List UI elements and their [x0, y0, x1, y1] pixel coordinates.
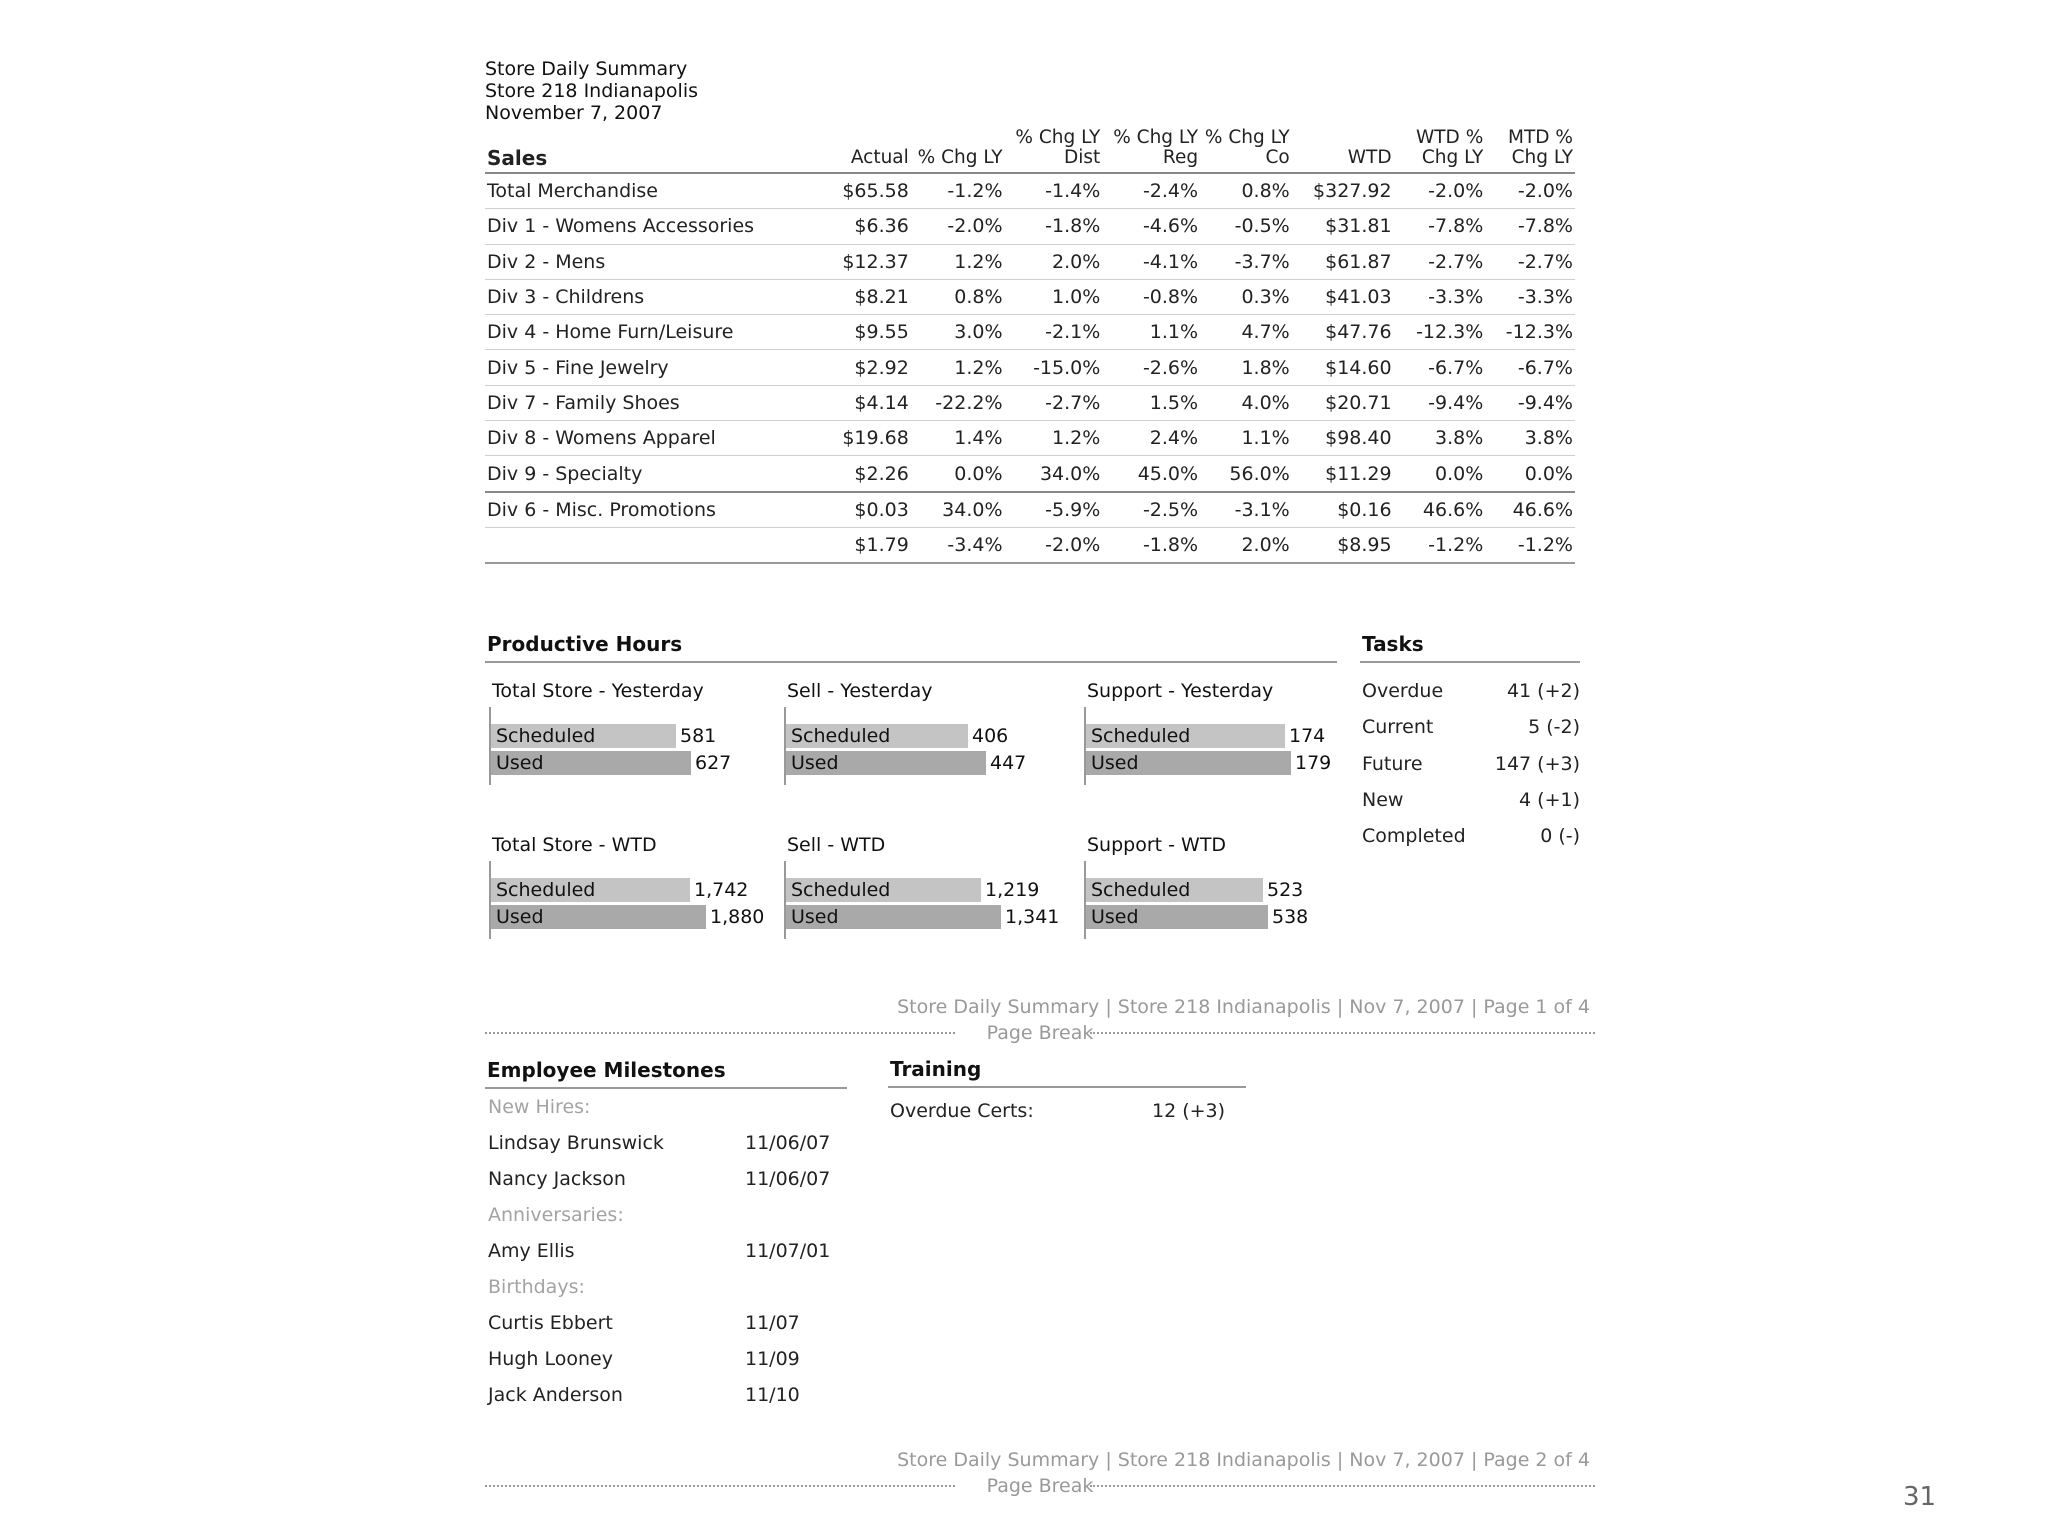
employee-date: 11/10 — [745, 1384, 800, 1406]
store-name: Store 218 Indianapolis — [485, 80, 699, 102]
report-date: November 7, 2007 — [485, 102, 663, 124]
milestones-title: Employee Milestones — [487, 1058, 726, 1082]
table-cell: -1.2% — [1394, 527, 1486, 563]
slide-number: 31 — [1903, 1482, 1937, 1512]
table-cell: -6.7% — [1485, 350, 1575, 385]
sales-table — [485, 128, 1575, 564]
table-cell: -6.7% — [1394, 350, 1486, 385]
row-label — [485, 527, 821, 563]
table-cell: -3.3% — [1394, 279, 1486, 314]
table-cell: $327.92 — [1292, 173, 1394, 209]
table-cell: $20.71 — [1292, 385, 1394, 420]
scheduled-value: 1,219 — [985, 879, 1040, 901]
table-cell: -2.6% — [1102, 350, 1200, 385]
row-label: Div 1 - Womens Accessories — [485, 209, 821, 244]
productive-hours-rule — [485, 661, 1337, 663]
birthday-item — [488, 1348, 848, 1378]
task-row — [1362, 680, 1580, 716]
table-cell: -7.8% — [1394, 209, 1486, 244]
scheduled-label: Scheduled — [496, 725, 596, 747]
scheduled-label: Scheduled — [791, 725, 891, 747]
table-cell: -2.0% — [1485, 173, 1575, 209]
row-label: Div 2 - Mens — [485, 244, 821, 279]
page-break-2 — [485, 1474, 1595, 1498]
task-label: Overdue — [1362, 680, 1444, 702]
hours-chart-title: Support - Yesterday — [1087, 680, 1274, 702]
table-row — [485, 209, 1575, 244]
table-cell: $98.40 — [1292, 421, 1394, 456]
table-cell: $47.76 — [1292, 315, 1394, 350]
page-break-label: Page Break — [986, 1475, 1094, 1497]
employee-date: 11/06/07 — [745, 1168, 831, 1190]
table-cell: 1.8% — [1200, 350, 1292, 385]
table-cell: $8.95 — [1292, 527, 1394, 563]
table-cell: $2.92 — [821, 350, 911, 385]
table-cell: 1.2% — [911, 244, 1005, 279]
hours-chart-title: Total Store - Yesterday — [492, 680, 704, 702]
used-label: Used — [791, 906, 839, 928]
table-cell: -5.9% — [1005, 492, 1103, 528]
used-label: Used — [1091, 906, 1139, 928]
productive-hours-title: Productive Hours — [487, 632, 683, 656]
table-cell: 0.3% — [1200, 279, 1292, 314]
table-cell: -7.8% — [1485, 209, 1575, 244]
birthday-item — [488, 1312, 848, 1342]
table-cell: 1.2% — [911, 350, 1005, 385]
table-cell: $11.29 — [1292, 456, 1394, 492]
table-cell: -9.4% — [1394, 385, 1486, 420]
table-cell: 1.5% — [1102, 385, 1200, 420]
employee-date: 11/07 — [745, 1312, 800, 1334]
used-value: 538 — [1272, 906, 1309, 928]
table-row — [485, 350, 1575, 385]
task-label: New — [1362, 788, 1404, 811]
employee-date: 11/09 — [745, 1348, 800, 1370]
table-cell: -2.1% — [1005, 315, 1103, 350]
used-label: Used — [1091, 752, 1139, 774]
employee-name: Curtis Ebbert — [488, 1312, 613, 1334]
col-header-actual: Actual — [821, 128, 911, 173]
table-cell: $4.14 — [821, 385, 911, 420]
table-cell: -2.0% — [1394, 173, 1486, 209]
table-cell: -2.0% — [1005, 527, 1103, 563]
table-cell: 46.6% — [1485, 492, 1575, 528]
table-cell: 4.0% — [1200, 385, 1292, 420]
col-header-mtd-chg-ly: MTD % Chg LY — [1485, 128, 1575, 173]
table-cell: 0.8% — [911, 279, 1005, 314]
page-break-label: Page Break — [986, 1022, 1094, 1044]
training-rule — [888, 1086, 1246, 1088]
task-row — [1362, 716, 1580, 752]
table-cell: 1.0% — [1005, 279, 1103, 314]
used-label: Used — [496, 752, 544, 774]
table-cell: 0.8% — [1200, 173, 1292, 209]
table-cell: $65.58 — [821, 173, 911, 209]
employee-name: Jack Anderson — [488, 1384, 623, 1406]
used-value: 447 — [990, 752, 1027, 774]
hours-chart-title: Sell - WTD — [787, 834, 886, 856]
task-value: 41 (+2) — [1506, 680, 1580, 702]
table-cell: 34.0% — [911, 492, 1005, 528]
row-label: Div 9 - Specialty — [485, 456, 821, 492]
table-cell: -22.2% — [911, 385, 1005, 420]
page-footer-1: Store Daily Summary | Store 218 Indianapolis | Nov 7, 2007 | Page 1 of 4 — [897, 996, 1590, 1018]
table-cell: -2.5% — [1102, 492, 1200, 528]
table-row — [485, 492, 1575, 528]
page-break-1 — [485, 1021, 1595, 1045]
table-cell: -1.4% — [1005, 173, 1103, 209]
task-label: Completed — [1362, 825, 1466, 848]
table-cell: 3.8% — [1394, 421, 1486, 456]
used-value: 1,880 — [710, 906, 765, 928]
scheduled-value: 1,742 — [694, 879, 749, 901]
table-cell: -1.2% — [911, 173, 1005, 209]
employee-date: 11/07/01 — [745, 1240, 831, 1262]
col-header-sales: Sales — [485, 128, 821, 173]
table-cell: 3.8% — [1485, 421, 1575, 456]
sales-header-row — [485, 128, 1575, 173]
table-cell: -0.5% — [1200, 209, 1292, 244]
used-value: 179 — [1295, 752, 1332, 774]
table-cell: 45.0% — [1102, 456, 1200, 492]
scheduled-value: 174 — [1289, 725, 1326, 747]
table-cell: 1.1% — [1102, 315, 1200, 350]
table-cell: -15.0% — [1005, 350, 1103, 385]
table-cell: 4.7% — [1200, 315, 1292, 350]
table-cell: $6.36 — [821, 209, 911, 244]
table-row — [485, 315, 1575, 350]
new-hires-label: New Hires: — [488, 1096, 591, 1118]
hours-chart-title: Support - WTD — [1087, 834, 1227, 856]
table-cell: 46.6% — [1394, 492, 1486, 528]
task-row — [1362, 825, 1580, 861]
hours-chart-title: Sell - Yesterday — [787, 680, 933, 702]
scheduled-value: 406 — [972, 725, 1009, 747]
task-row — [1362, 789, 1580, 825]
table-cell: -3.7% — [1200, 244, 1292, 279]
table-cell: $19.68 — [821, 421, 911, 456]
table-cell: -4.6% — [1102, 209, 1200, 244]
birthdays-label: Birthdays: — [488, 1276, 585, 1298]
task-value: 0 (-) — [1540, 825, 1580, 848]
table-cell: 56.0% — [1200, 456, 1292, 492]
table-cell: -3.4% — [911, 527, 1005, 563]
table-cell: -3.3% — [1485, 279, 1575, 314]
used-label: Used — [791, 752, 839, 774]
task-label: Future — [1362, 752, 1423, 775]
table-cell: $31.81 — [1292, 209, 1394, 244]
table-row — [485, 385, 1575, 420]
employee-name: Hugh Looney — [488, 1348, 613, 1370]
table-row — [485, 279, 1575, 314]
table-cell: -1.2% — [1485, 527, 1575, 563]
col-header-chg-ly-co: % Chg LY Co — [1200, 128, 1292, 173]
tasks-title: Tasks — [1362, 632, 1424, 656]
table-cell: 1.2% — [1005, 421, 1103, 456]
table-cell: -2.7% — [1005, 385, 1103, 420]
employee-date: 11/06/07 — [745, 1132, 831, 1154]
milestones-rule — [485, 1087, 847, 1089]
anniversaries-label: Anniversaries: — [488, 1204, 624, 1226]
used-value: 1,341 — [1005, 906, 1060, 928]
training-title: Training — [890, 1057, 982, 1081]
table-row — [485, 527, 1575, 563]
table-cell: 3.0% — [911, 315, 1005, 350]
table-row — [485, 456, 1575, 492]
table-cell: -1.8% — [1102, 527, 1200, 563]
new-hire-item — [488, 1132, 848, 1162]
table-cell: 0.0% — [911, 456, 1005, 492]
table-cell: $0.16 — [1292, 492, 1394, 528]
table-cell: -4.1% — [1102, 244, 1200, 279]
used-value: 627 — [695, 752, 732, 774]
task-row — [1362, 753, 1580, 789]
task-label: Current — [1362, 716, 1434, 739]
table-cell: -3.1% — [1200, 492, 1292, 528]
page-footer-2: Store Daily Summary | Store 218 Indianapolis | Nov 7, 2007 | Page 2 of 4 — [897, 1449, 1590, 1471]
table-cell: $2.26 — [821, 456, 911, 492]
table-cell: 1.1% — [1200, 421, 1292, 456]
col-header-chg-ly-reg: % Chg LY Reg — [1102, 128, 1200, 173]
table-cell: $1.79 — [821, 527, 911, 563]
table-cell: -12.3% — [1394, 315, 1486, 350]
used-label: Used — [496, 906, 544, 928]
table-cell: -9.4% — [1485, 385, 1575, 420]
table-cell: 2.0% — [1200, 527, 1292, 563]
employee-name: Amy Ellis — [488, 1240, 575, 1262]
table-cell: 0.0% — [1394, 456, 1486, 492]
new-hire-item — [488, 1168, 848, 1198]
table-cell: -0.8% — [1102, 279, 1200, 314]
row-label: Div 5 - Fine Jewelry — [485, 350, 821, 385]
table-cell: $61.87 — [1292, 244, 1394, 279]
table-cell: $9.55 — [821, 315, 911, 350]
scheduled-value: 523 — [1267, 879, 1304, 901]
table-cell: $41.03 — [1292, 279, 1394, 314]
col-header-chg-ly: % Chg LY — [911, 128, 1005, 173]
col-header-wtd-chg-ly: WTD % Chg LY — [1394, 128, 1486, 173]
hours-chart-title: Total Store - WTD — [492, 834, 657, 856]
table-cell: 2.0% — [1005, 244, 1103, 279]
table-cell: $8.21 — [821, 279, 911, 314]
table-cell: -1.8% — [1005, 209, 1103, 244]
table-cell: -2.0% — [911, 209, 1005, 244]
table-cell: -2.7% — [1485, 244, 1575, 279]
scheduled-label: Scheduled — [791, 879, 891, 901]
table-cell: $0.03 — [821, 492, 911, 528]
report-title: Store Daily Summary — [485, 58, 688, 80]
tasks-rule — [1360, 661, 1580, 663]
table-cell: -12.3% — [1485, 315, 1575, 350]
table-row — [485, 244, 1575, 279]
row-label: Div 8 - Womens Apparel — [485, 421, 821, 456]
table-cell: $14.60 — [1292, 350, 1394, 385]
row-label: Div 4 - Home Furn/Leisure — [485, 315, 821, 350]
table-row — [485, 173, 1575, 209]
scheduled-label: Scheduled — [1091, 725, 1191, 747]
table-row — [485, 421, 1575, 456]
scheduled-label: Scheduled — [1091, 879, 1191, 901]
table-cell: 0.0% — [1485, 456, 1575, 492]
task-value: 4 (+1) — [1519, 788, 1580, 811]
row-label: Div 3 - Childrens — [485, 279, 821, 314]
overdue-certs-label: Overdue Certs: — [890, 1100, 1034, 1122]
row-label: Div 7 - Family Shoes — [485, 385, 821, 420]
employee-name: Nancy Jackson — [488, 1168, 626, 1190]
task-value: 147 (+3) — [1494, 752, 1580, 775]
table-cell: $12.37 — [821, 244, 911, 279]
scheduled-label: Scheduled — [496, 879, 596, 901]
col-header-wtd: WTD — [1292, 128, 1394, 173]
row-label: Div 6 - Misc. Promotions — [485, 492, 821, 528]
employee-name: Lindsay Brunswick — [488, 1132, 664, 1154]
birthday-item — [488, 1384, 848, 1414]
overdue-certs-value: 12 (+3) — [1152, 1100, 1226, 1122]
table-cell: 2.4% — [1102, 421, 1200, 456]
table-cell: -2.4% — [1102, 173, 1200, 209]
col-header-chg-ly-dist: % Chg LY Dist — [1005, 128, 1103, 173]
table-cell: 34.0% — [1005, 456, 1103, 492]
anniversary-item — [488, 1240, 848, 1270]
task-value: 5 (-2) — [1528, 716, 1580, 739]
scheduled-value: 581 — [680, 725, 717, 747]
table-cell: -2.7% — [1394, 244, 1486, 279]
row-label: Total Merchandise — [485, 173, 821, 209]
table-cell: 1.4% — [911, 421, 1005, 456]
